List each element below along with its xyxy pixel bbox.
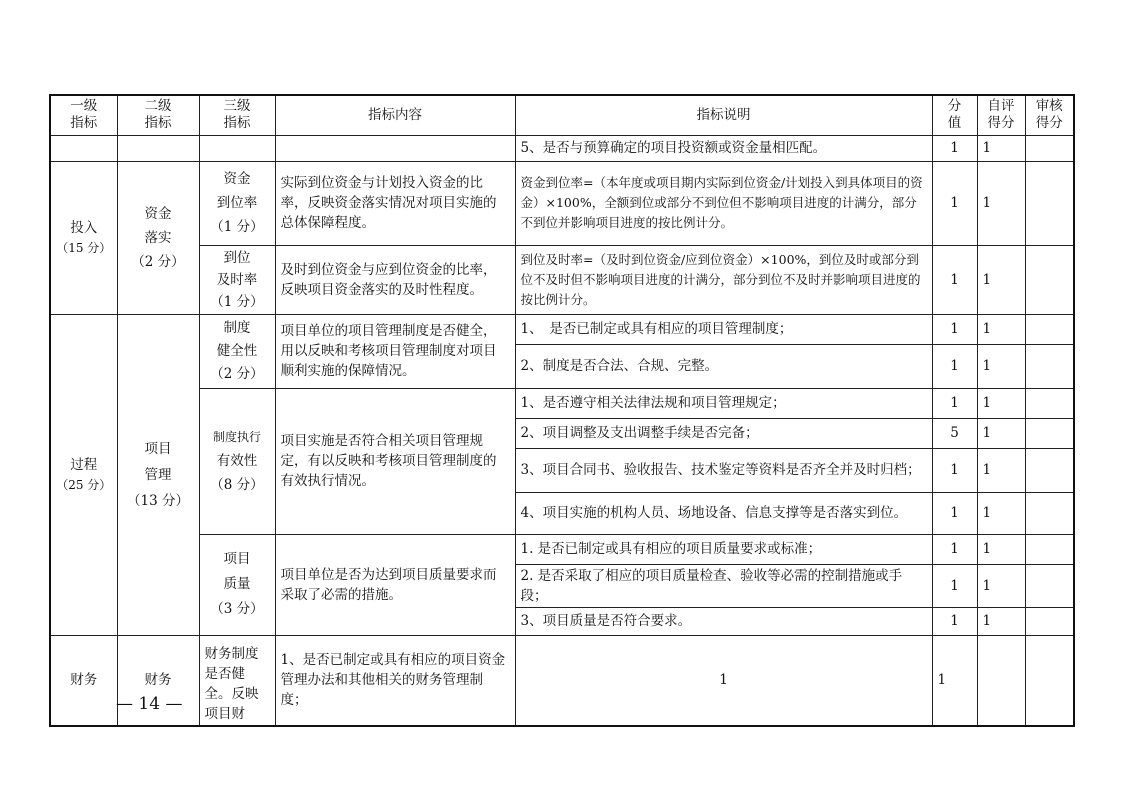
self-score-cell: 1 (977, 448, 1025, 492)
desc-cell: 到位及时率=（及时到位资金/应到位资金）×100%，到位及时或部分到位不及时但不影响项目进度的计满分，部分到位不及时并影响项目进度的按比例计分。 (515, 245, 932, 314)
audit-score-cell (1025, 418, 1074, 448)
audit-score-cell (1025, 492, 1074, 534)
score-cell: 1 (932, 534, 977, 564)
header-row (50, 95, 1074, 135)
content-cell: 项目单位是否为达到项目质量要求而采取了必需的措施。 (275, 534, 515, 635)
score-cell: 1 (932, 607, 977, 635)
self-score-cell: 1 (977, 534, 1025, 564)
audit-score-cell (977, 635, 1025, 726)
level3-cell: 制度执行 有效性 （8 分） (199, 388, 275, 534)
level3-finance: 财务 (117, 635, 199, 726)
level3-cell: 资金 到位率 （1 分） (199, 161, 275, 245)
content-cell: 实际到位资金与计划投入资金的比率，反映资金落实情况对项目实施的总体保障程度。 (275, 161, 515, 245)
table-row (50, 245, 1074, 314)
desc-cell: 1、是否已制定或具有相应的项目资金管理办法和其他相关的财务管理制度； (275, 635, 515, 726)
table-row (50, 314, 1074, 344)
score-cell: 1 (932, 245, 977, 314)
header-desc: 指标说明 (515, 95, 932, 135)
score-cell: 1 (932, 344, 977, 388)
page-number: — 14 — (116, 694, 183, 714)
score-cell: 1 (932, 161, 977, 245)
level2-project-management: 项目 管理 （13 分） (117, 314, 199, 635)
table-row (50, 135, 1074, 161)
desc-cell: 1、是否遵守相关法律法规和项目管理规定； (515, 388, 932, 418)
level3-cell: 制度 健全性 （2 分） (199, 314, 275, 388)
desc-cell: 2. 是否采取了相应的项目质量检查、验收等必需的控制措施或手段； (515, 564, 932, 607)
desc-cell: 4、项目实施的机构人员、场地设备、信息支撑等是否落实到位。 (515, 492, 932, 534)
content-cell: 项目实施是否符合相关项目管理规定，有以反映和考核项目管理制度的有效执行情况。 (275, 388, 515, 534)
self-score-cell: 1 (977, 564, 1025, 607)
level2-funding: 资金 落实 （2 分） (117, 161, 199, 314)
audit-score-cell (1025, 534, 1074, 564)
level2-finance: 财务 (50, 635, 117, 726)
audit-score-cell (1025, 135, 1074, 161)
audit-score-cell (1025, 245, 1074, 314)
desc-cell: 资金到位率=（本年度或项目期内实际到位资金/计划投入到具体项目的资金）×100%，全额到位或部分不到位但不影响项目进度的计满分，部分不到位并影响项目进度的按比例计分。 (515, 161, 932, 245)
score-cell: 1 (932, 388, 977, 418)
self-score-cell: 1 (977, 245, 1025, 314)
desc-cell: 2、项目调整及支出调整手续是否完备； (515, 418, 932, 448)
self-score-cell: 1 (977, 418, 1025, 448)
header-level3: 三级 指标 (199, 95, 275, 135)
audit-score-cell (1025, 448, 1074, 492)
audit-score-cell (1025, 161, 1074, 245)
desc-cell: 2、制度是否合法、合规、完整。 (515, 344, 932, 388)
self-score-cell: 1 (977, 161, 1025, 245)
self-score-cell: 1 (977, 314, 1025, 344)
level1-process: 过程 （25 分） (50, 314, 117, 635)
header-audit: 审核 得分 (1025, 95, 1074, 135)
desc-cell: 1、 是否已制定或具有相应的项目管理制度； (515, 314, 932, 344)
audit-score-cell (1025, 314, 1074, 344)
header-content: 指标内容 (275, 95, 515, 135)
table-row (50, 388, 1074, 418)
self-score-cell: 1 (977, 135, 1025, 161)
audit-score-cell (1025, 344, 1074, 388)
audit-score-cell (1025, 388, 1074, 418)
header-level2: 二级 指标 (117, 95, 199, 135)
header-self: 自评 得分 (977, 95, 1025, 135)
content-cell: 及时到位资金与应到位资金的比率，反映项目资金落实的及时性程度。 (275, 245, 515, 314)
level3-cell: 到位 及时率 （1 分） (199, 245, 275, 314)
content-cell: 财务制度是否健全。反映项目财 (199, 635, 275, 726)
evaluation-table (49, 94, 1075, 727)
score-cell: 5 (932, 418, 977, 448)
score-cell: 1 (932, 448, 977, 492)
table-row (50, 534, 1074, 564)
score-cell: 1 (515, 635, 932, 726)
header-level1: 一级 指标 (50, 95, 117, 135)
level3-cell: 项目 质量 （3 分） (199, 534, 275, 635)
header-score: 分 值 (932, 95, 977, 135)
self-score-cell: 1 (977, 607, 1025, 635)
desc-cell: 5、是否与预算确定的项目投资额或资金量相匹配。 (515, 135, 932, 161)
score-cell: 1 (932, 564, 977, 607)
self-score-cell: 1 (932, 635, 977, 726)
desc-cell: 3、项目质量是否符合要求。 (515, 607, 932, 635)
self-score-cell: 1 (977, 344, 1025, 388)
self-score-cell: 1 (977, 492, 1025, 534)
content-cell: 项目单位的项目管理制度是否健全，用以反映和考核项目管理制度对项目顺利实施的保障情况。 (275, 314, 515, 388)
score-cell: 1 (932, 135, 977, 161)
audit-score-cell (1025, 564, 1074, 607)
table-row (50, 161, 1074, 245)
score-cell: 1 (932, 492, 977, 534)
audit-score-cell (1025, 607, 1074, 635)
self-score-cell: 1 (977, 388, 1025, 418)
score-cell: 1 (932, 314, 977, 344)
desc-cell: 1. 是否已制定或具有相应的项目质量要求或标准； (515, 534, 932, 564)
table-row (50, 635, 1074, 726)
level1-investment: 投入 （15 分） (50, 161, 117, 314)
desc-cell: 3、项目合同书、验收报告、技术鉴定等资料是否齐全并及时归档； (515, 448, 932, 492)
